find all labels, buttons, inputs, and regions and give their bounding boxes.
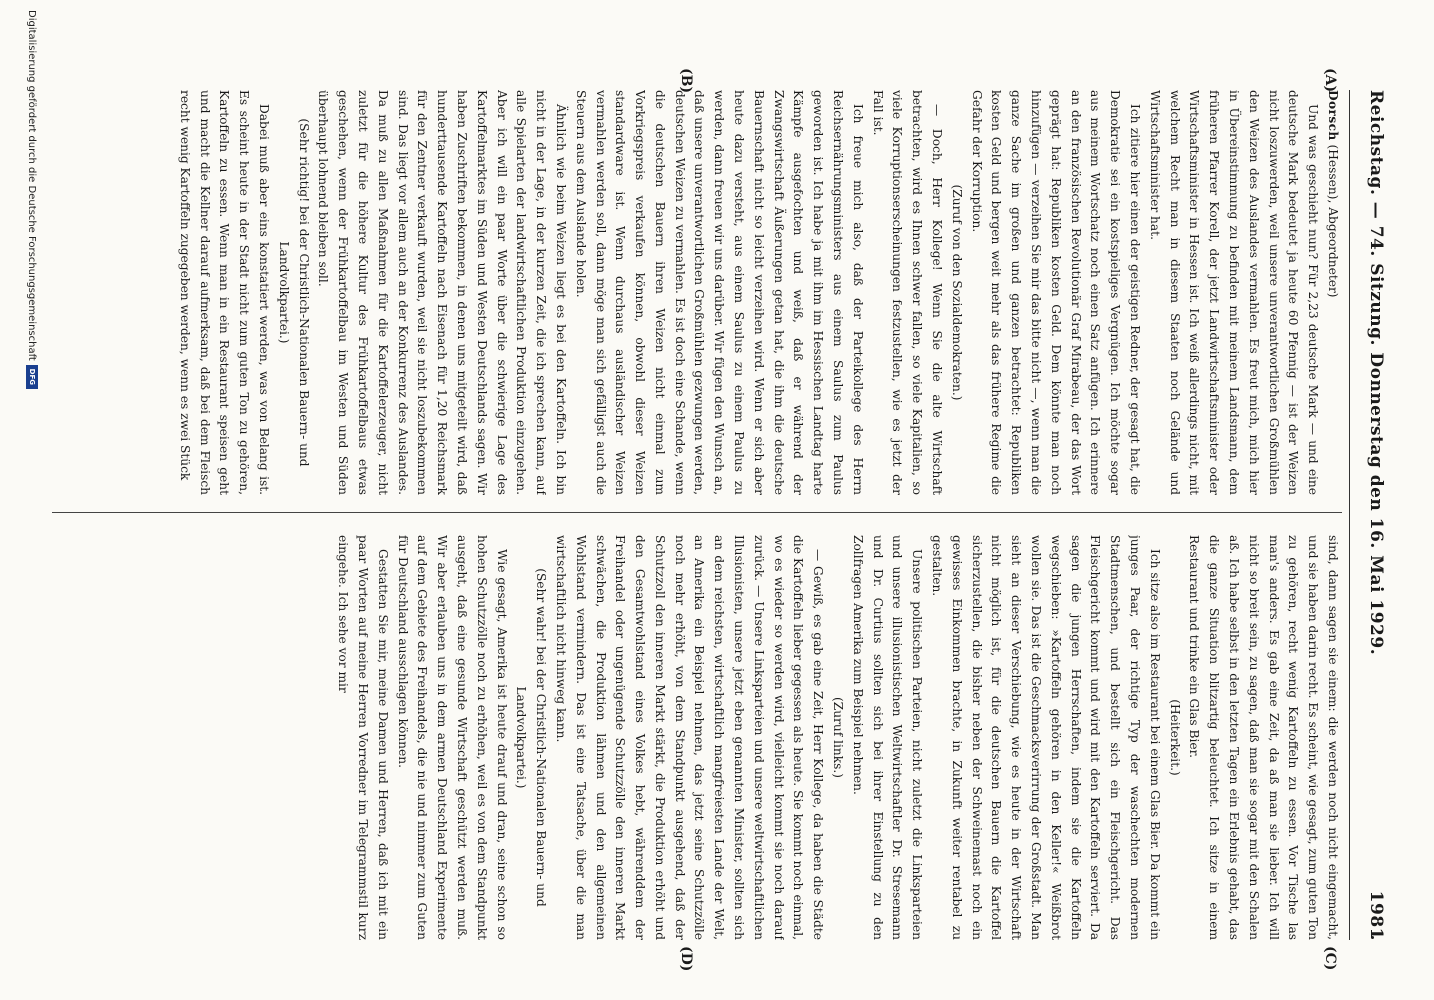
page-header [1346,90,1386,940]
interjection [827,535,847,940]
interjection [511,535,551,940]
paragraph [392,535,511,940]
digitization-footnote [26,10,38,389]
paragraph [1184,535,1342,940]
paragraph [926,535,1164,940]
paragraph-text: Unsere politischen Parteien, nicht zuletzt die Linksparteien und unsere illusionistischen Weltwirtschaftler Dr. Stresemann und Dr. Curtius sollten sich bei ihrer Einstellung zu den Zollfragen Amerika zum Beispiel nehmen. [850,535,925,940]
paragraph [174,90,273,495]
paragraph-text: Ich freue mich also, daß der Parteikollege des Herrn Reichsernährungsministers aus einem Saulus zum Paulus geworden ist. Ich habe ja mit ihm im Hessischen Landtag harte Kämpfe ausgefochten und weiß, daß er während der Zwangswirtschaft Äußerungen getan hat, die ihm die deutsche Bauernschaft nicht so leicht verzeihen wird. Wenn er sich aber heute dazu versteht, aus einem Saulus zu einem Paulus zu werden, dann freuen wir uns darüber. Wir fügen den Wunsch an, daß unsere unverantwortlichen Großmühlen gezwungen werden, deutschen Weizen zu vermahlen. Es ist doch eine Schande, wenn die deutschen Bauern ihren Weizen nicht einmal zum Vorkriegspreis verkaufen können, obwohl dieser Weizen standardware ist. Wenn durchaus ausländischer Weizen vermahlen werden soll, dann möge man sich gefälligst auch die Steuern aus dem Auslande holen. [573,90,865,495]
header-title: Reichstag. — 74. Sitzung. Donnerstag den 16. Mai 1929. [1366,90,1386,656]
paragraph-text: Ich zitiere hier einen der geistigen Redner, der gesagt hat, die Demokratie sei ein kostspieliges Vergnügen. Ich möchte sogar aus meinem Wortschatz noch einen Satz anfügen. Ich erinnere an den französischen Revolutionär Graf Mirabeau, der das Wort geprägt hat: Republiken kosten Geld. Dem könnte man noch hinzufügen — verzeihen Sie mir das bitte nicht —, wenn man die ganze Sache im großen und ganzen betrachtet: Republiken kosten Geld und bergen weit mehr als das frühere Regime die Gefahr der Korruption. [969,90,1143,495]
right-text-column [52,535,1342,940]
paragraph-text: (Zuruf links.) [831,696,846,779]
paragraph [570,90,867,495]
footnote-text: Digitalisierung gefördert durch die Deutsche Forschungsgemeinschaft [26,10,38,361]
margin-mark-d: (D) [678,946,694,972]
column-divider [52,512,1342,513]
paragraph-text: (Sehr richtig! bei der Christlich-Nationalen Bauern- und Landvolkpartei.) [276,118,311,467]
margin-mark-c: (C) [1322,946,1338,971]
dfg-logo: DFG [26,365,38,389]
paragraph-text: (Heiterkeit.) [1167,699,1182,776]
margin-mark-b: (B) [678,68,694,94]
paragraph [1322,90,1342,495]
paragraph-text: (Sehr wahr! bei der Christlich-Nationalen Bauern- und Landvolkpartei.) [514,568,549,907]
paragraph [867,90,946,495]
left-text-column [52,90,1342,495]
interjection [946,90,966,495]
paragraph-text: (Zuruf von den Sozialdemokraten.) [949,184,964,401]
paragraph [313,90,570,495]
paragraph-text: (Hessen), Abgeordneter) [1326,140,1340,298]
margin-mark-a: (A) [1322,68,1338,93]
paragraph-text: — Gewiß, es gab eine Zeit, Herr Kollege, da haben die Städte die Kartoffeln lieber gegessen als heute. Sie kommt noch einmal, wo es wieder so werden wird, vielleicht kommt sie noch darauf zurück. — Unsere Linksparteien und unsere weltwirtschaftlichen Illusionisten, unsere jetzt eben genannten Minister, sollten sich an dem reichsten, wirtschaftlich mangfreiesten Lande der Welt, an Amerika ein Beispiel nehmen, das jetzt seine Schutzzölle noch mehr erhöht, von dem Standpunkt ausgehend, daß der Schutzzoll den inneren Markt stärkt, die Produktion erhöht und den Gesamtwohlstand eines Volkes hebt, währenddem der Freihandel oder ungenügende Schutzzölle den inneren Markt schwächen, die Produktion lähmen und den allgemeinen Wohlstand vermindern. Das ist eine Tatsache, über die man wirtschaftlich nicht hinweg kann. [553,535,826,940]
paragraph-text: Und was geschieht nun? Für 2,23 deutsche Mark — und eine deutsche Mark bedeutet ja heute 60 Pfennig — ist der Weizen nicht loszuwerden, weil unsere unverantwortlichen Großmühlen den Weizen des Auslandes vermahlen. Es freut mich, mich hier in Übereinstimmung zu befinden mit meinem Landsmann, dem früheren Pfarrer Korell, der jetzt Landwirtschaftsminister oder Wirtschaftsminister in Hessen ist. Ich weiß allerdings nicht, mit welchem Recht man in diesem Staaten noch Gelände und Wirtschaftsminister hat. [1147,90,1321,495]
paragraph-text: — Doch, Herr Kollege! Wenn Sie die alte Wirtschaft betrachten, wird es Ihnen schwer fallen, so viele Kapitalien, so viele Korruptionserscheinungen festzustellen, wie es jetzt der Fall ist. [870,90,945,495]
paragraph-text: Dabei muß aber eins konstatiert werden, was von Belang ist. Es scheint heute in der Stadt nicht zum guten Ton zu gehören, Kartoffeln zu essen. Wenn man in ein Restaurant speisen geht und macht die Kellner darauf aufmerksam, daß bei dem Fleisch recht wenig Kartoffeln zugegeben werden, wenn es zwei Stück [177,90,271,495]
paragraph [847,535,926,940]
paragraph-text: sind, dann sagen sie einem: die werden noch nicht eingemacht, und sie haben darin recht. Es scheint, wie gesagt, zum guten Ton zu gehören, recht wenig Kartoffeln zu essen. Vor Tische las man's anders. Es gab eine Zeit, da aß man sie lieber. Ich will nicht so breit sein, zu sagen, daß man sie sogar mit den Schalen aß. Ich habe selbst in den letzten Tagen ein Erlebnis gehabt, das die ganze Situation blitzartig beleuchtet. Ich sitze in einem Restaurant und trinke ein Glas Bier. [1187,535,1340,940]
paragraph [966,90,1144,495]
page-number: 1981 [1366,890,1386,940]
paragraph-text: Ich sitze also im Restaurant bei einem Glas Bier. Da kommt ein junges Paar, der richtige Typ der waschechten modernen Stadtmenschen, und bestellt sich ein Fleischgericht. Das Fleischgericht kommt und wird mit den Kartoffeln serviert. Da sagen die jungen Herrschaften, indem sie die Kartoffeln wegschieben: »Kartoffeln gehören in den Keller!« Weißbrot wollen sie. Das ist die Geschmacksverirrung der Großstadt. Man sieht an dieser Verschiebung, wie es heute in der Wirtschaft nicht möglich ist, für die deutschen Bauern die Kartoffel sicherzustellen, die bisher neben der Schweinemast noch ein gewisses Einkommen brachte, in Zukunft weiter rentabel zu gestalten. [930,535,1162,940]
header-rule [1349,90,1350,940]
paragraph-text: Ähnlich wie beim Weizen liegt es bei den Kartoffeln. Ich bin nicht in der Lage, in der kurzen Zeit, die ich sprechen kann, auf alle Spielarten der landwirtschaftlichen Produktion einzugehen. Aber ich will ein paar Worte über die schwierige Lage des Kartoffelmarktes im Süden und Westen Deutschlands sagen. Wir haben Zuschriften bekommen, in denen uns mitgeteilt wird, daß hunderttausende Kartoffeln nach Eisenach für 1,20 Reichsmark für den Zentner verkauft wurden, weil sie nicht loszubekommen sind. Das liegt vor allem auch an der Konkurrenz des Auslandes. Da muß zu allen Maßnahmen für die Kartoffelerzeuger, nicht zuletzt für die höhere Kultur des Frühkartoffelbaus etwas geschehen, wenn der Frühkartoffelbau im Westen und Süden überhaupt lohnend bleiben soll. [316,90,568,495]
paragraph-text: Gestatten Sie mir, meine Damen und Herren, daß ich mit ein paar Worten auf meine Herren Vorredner im Telegrammstil kurz eingehe. Ich sehe vor mir [336,535,390,940]
interjection [273,90,313,495]
speaker-name: Dorsch [1326,90,1340,141]
paragraph [550,535,827,940]
paragraph-text: Wie gesagt, Amerika ist heute drauf und dran, seine schon so hohen Schutzzölle noch zu erhöhen, weil es von dem Standpunkt ausgeht, daß eine gesunde Wirtschaft geschützt werden muß. Wir aber erlauben uns in dem armen Deutschland Experimente auf dem Gebiete des Freihandels, die nie und nimmer zum Guten für Deutschland ausschlagen können. [395,535,509,940]
paragraph [332,535,391,940]
paragraph [1144,90,1322,495]
interjection [1164,535,1184,940]
